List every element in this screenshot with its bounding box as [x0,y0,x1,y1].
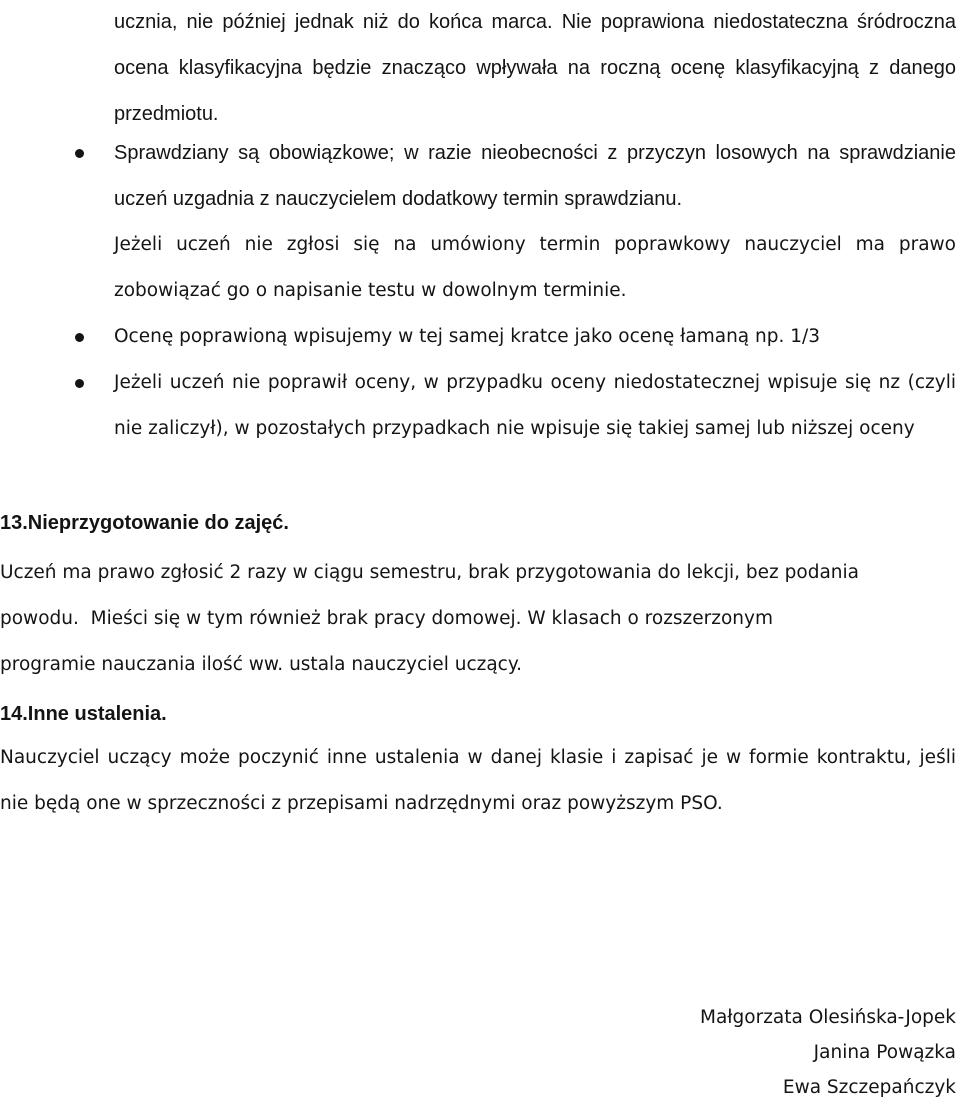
section-14-paragraph: Nauczyciel uczący może poczynić inne ustalenia w danej klasie i zapisać je w formie kontraktu, jeśli nie będą one w sprzeczności z przepisami nadrzędnymi oraz powyższym PSO. [0,747,956,814]
section-13-line-2: powodu. Mieści się w tym również brak pracy domowej. W klasach o rozszerzonym [0,608,773,629]
bullet-1-main-text: Sprawdziany są obowiązkowe; w razie nieobecności z przyczyn losowych na sprawdzianie uczeń uzgadnia z nauczycielem dodatkowy termin sprawdzianu. [114,142,956,210]
section-13-paragraph [0,550,956,688]
bullet-icon [75,333,84,342]
list-item [0,130,956,314]
section-14-heading: 14.Inne ustalenia. [0,703,167,725]
bullet-2-text: Ocenę poprawioną wpisujemy w tej samej kratce jako ocenę łamaną np. 1/3 [114,326,821,347]
signature-name: Janina Powązka [813,1042,956,1063]
signatures-block [700,1000,956,1105]
signature-name: Małgorzata Olesińska-Jopek [699,1007,956,1028]
bullet-3-text: Jeżeli uczeń nie poprawił oceny, w przypadku oceny niedostatecznej wpisuje się nz (czyli nie zaliczył), w pozostałych przypadkach nie wpisuje się takiej samej lub niższej oceny [114,372,956,439]
section-13-line-3: programie nauczania ilość ww. ustala nauczyciel uczący. [0,654,523,675]
bullet-icon [75,149,84,158]
list-item [0,314,956,360]
bullet-1-extra-text: Jeżeli uczeń nie zgłosi się na umówiony termin poprawkowy nauczyciel ma prawo zobowiązać go o napisanie testu w dowolnym terminie. [114,234,956,301]
rules-bullet-list [0,130,956,452]
section-13-line-1: Uczeń ma prawo zgłosić 2 razy w ciągu semestru, brak przygotowania do lekcji, bez podania [0,562,859,583]
bullet-icon [75,379,84,388]
continuation-paragraph [114,0,956,137]
list-item [0,360,956,452]
continuation-text: ucznia, nie później jednak niż do końca marca. Nie poprawiona niedostateczna śródroczna ocena klasyfikacyjna będzie znacząco wpływała na roczną ocenę klasyfikacyjną z danego przedmiotu. [114,11,956,125]
signature-name: Ewa Szczepańczyk [782,1077,956,1098]
section-13-heading: 13.Nieprzygotowanie do zajęć. [0,512,289,534]
